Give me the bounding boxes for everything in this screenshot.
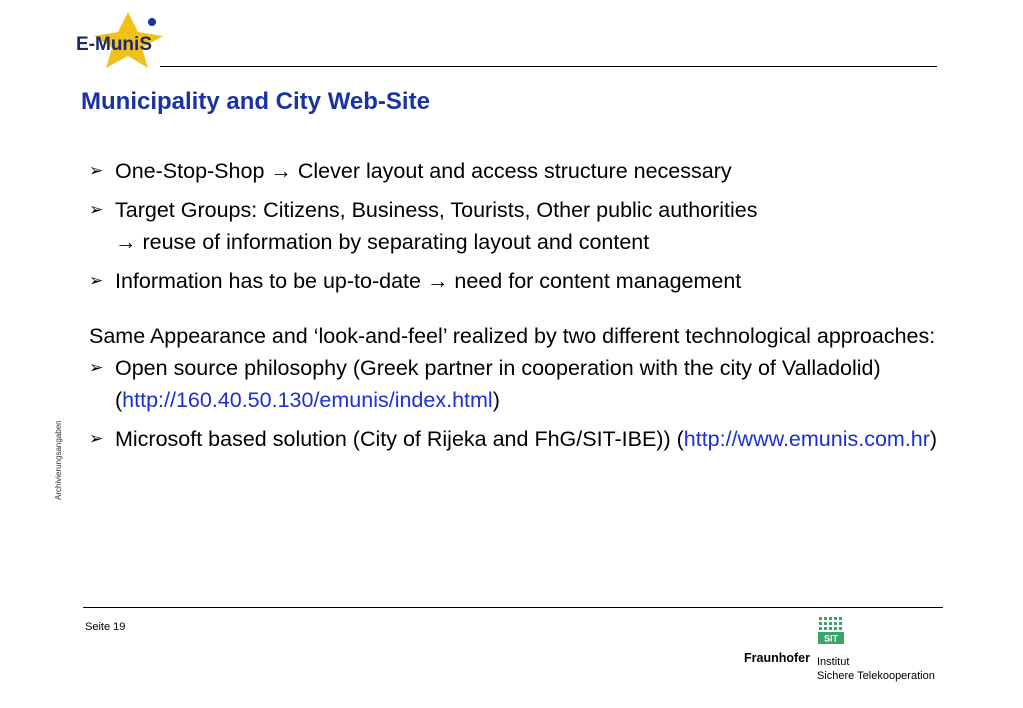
approaches-paragraph: Same Appearance and ‘look-and-feel’ realized by two different technological approaches:: [89, 324, 936, 348]
sit-logo-text: SIT: [823, 633, 839, 644]
bullet-up-to-date: ➢ Information has to be up-to-date → need for content management: [89, 265, 949, 297]
page-title: Municipality and City Web-Site: [81, 88, 430, 115]
bullet-microsoft: ➢ Microsoft based solution (City of Rijeka and FhG/SIT-IBE)) (http://www.emunis.com.hr): [89, 423, 949, 455]
archive-label: Archivierungsangaben: [54, 420, 63, 500]
bullet-arrow-icon: ➢: [89, 271, 104, 290]
slide-content: [89, 155, 949, 462]
bullet-one-stop-shop: ➢ One-Stop-Shop → Clever layout and access structure necessary: [89, 155, 949, 187]
emunis-logo: [68, 10, 168, 72]
fraunhofer-name: Fraunhofer: [744, 651, 810, 665]
bullet-arrow-icon: ➢: [89, 200, 104, 219]
page-number: Seite 19: [85, 621, 126, 633]
bullet-arrow-icon: ➢: [89, 358, 104, 377]
bullet-open-source: ➢ Open source philosophy (Greek partner in cooperation with the city of Valladolid) (http://160.40.50.130/emunis/index.html): [89, 352, 949, 416]
arrow-icon: →: [426, 269, 449, 293]
institute-name: Institut Sichere Telekooperation: [817, 656, 935, 682]
fraunhofer-sit-logo: [744, 614, 954, 694]
bullet-target-groups: ➢ Target Groups: Citizens, Business, Tourists, Other public authorities → reuse of information by separating layout and content: [89, 194, 949, 258]
bullet-arrow-icon: ➢: [89, 429, 104, 448]
bullet-arrow-icon: ➢: [89, 161, 104, 180]
star-icon: [68, 10, 168, 72]
logo-text: E-MuniS: [76, 34, 152, 55]
link-valladolid[interactable]: http://160.40.50.130/emunis/index.html: [122, 388, 493, 412]
footer-divider: [83, 607, 943, 608]
sit-logo-icon: [818, 616, 844, 644]
arrow-icon: →: [270, 159, 292, 183]
arrow-icon: →: [115, 230, 137, 254]
header-divider: [160, 66, 937, 67]
link-emunis-hr[interactable]: http://www.emunis.com.hr: [683, 427, 930, 451]
